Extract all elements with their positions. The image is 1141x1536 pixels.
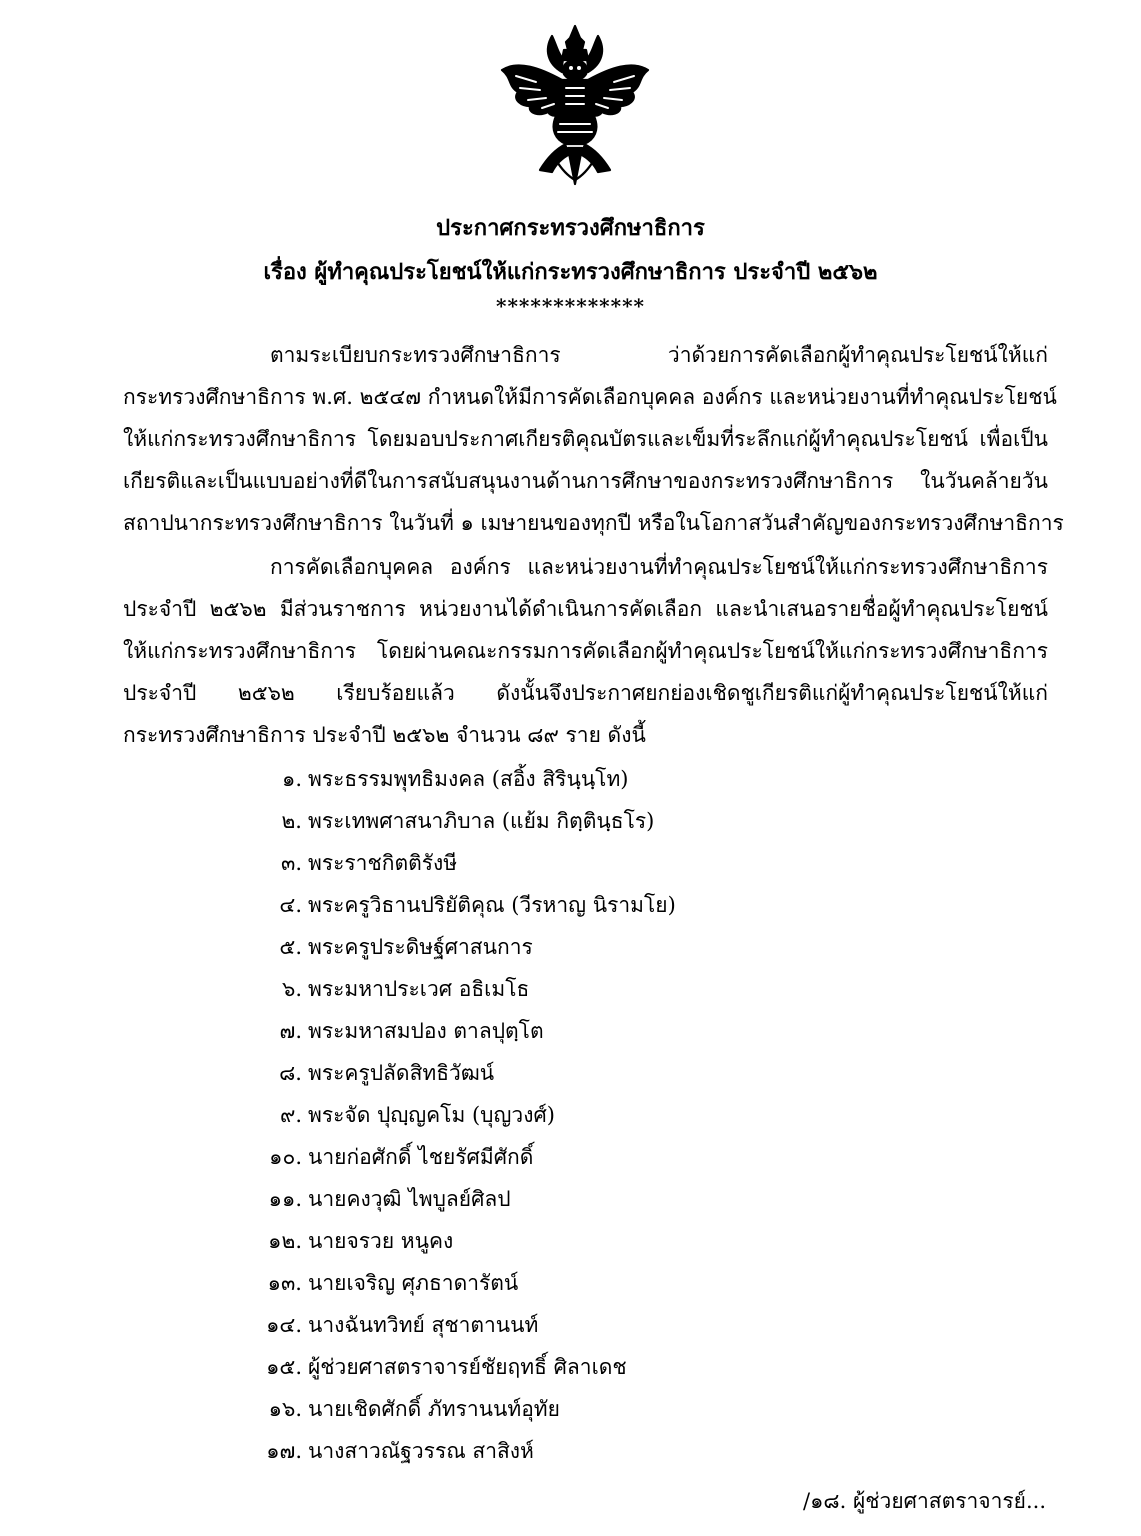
honoree-list-item bbox=[250, 1058, 950, 1088]
list-number: ๔. bbox=[279, 893, 302, 917]
honoree-list-item bbox=[250, 974, 950, 1004]
honoree-name: พระมหาประเวศ อธิเมโธ bbox=[308, 977, 530, 1001]
list-number: ๑๓. bbox=[267, 1271, 302, 1295]
list-number: ๑๖. bbox=[268, 1397, 302, 1421]
paragraph-2-line: ประจำปี ๒๕๖๒ มีส่วนราชการ หน่วยงานได้ดำเนินการคัดเลือก และนำเสนอรายชื่อผู้ทำคุณประโยชน์ bbox=[123, 597, 1048, 621]
honoree-name: ผู้ช่วยศาสตราจารย์ชัยฤทธิ์ ศิลาเดช bbox=[308, 1355, 627, 1379]
honoree-list-item bbox=[250, 1142, 950, 1172]
honoree-list-item bbox=[250, 1100, 950, 1130]
honoree-list-item bbox=[250, 1436, 950, 1466]
honoree-list-item bbox=[250, 890, 950, 920]
list-number: ๕. bbox=[279, 935, 302, 959]
list-number: ๑๑. bbox=[268, 1187, 302, 1211]
honoree-name: พระมหาสมปอง ตาลปุตฺโต bbox=[308, 1019, 544, 1043]
honoree-list-item bbox=[250, 764, 950, 794]
paragraph-1-line: สถาปนากระทรวงศึกษาธิการ ในวันที่ ๑ เมษายนของทุกปี หรือในโอกาสวันสำคัญของกระทรวงศึกษาธิการ bbox=[123, 511, 1064, 535]
honoree-list-item bbox=[250, 1184, 950, 1214]
list-number: ๗. bbox=[279, 1019, 302, 1043]
paragraph-1-line: เกียรติและเป็นแบบอย่างที่ดีในการสนับสนุนงานด้านการศึกษาของกระทรวงศึกษาธิการ ในวันคล้ายวัน bbox=[123, 469, 1048, 493]
paragraph-1-line: กระทรวงศึกษาธิการ พ.ศ. ๒๕๔๗ กำหนดให้มีการคัดเลือกบุคคล องค์กร และหน่วยงานที่ทำคุณประโยชน์ bbox=[123, 385, 1057, 409]
paragraph-2-line: การคัดเลือกบุคคล องค์กร และหน่วยงานที่ทำคุณประโยชน์ให้แก่กระทรวงศึกษาธิการ bbox=[270, 555, 1048, 579]
honoree-list-item bbox=[250, 1268, 950, 1298]
list-number: ๑๒. bbox=[268, 1229, 302, 1253]
honoree-name: นายคงวุฒิ ไพบูลย์ศิลป bbox=[308, 1187, 511, 1211]
honoree-name: พระจัด ปุญฺญคโม (บุญวงศ์) bbox=[308, 1103, 555, 1127]
honoree-list-item bbox=[250, 1352, 950, 1382]
honoree-name: นายจรวย หนูคง bbox=[308, 1229, 454, 1253]
honoree-list-item bbox=[250, 932, 950, 962]
honoree-list-item bbox=[250, 1016, 950, 1046]
announcement-title: ประกาศกระทรวงศึกษาธิการ bbox=[436, 215, 705, 241]
list-number: ๘. bbox=[279, 1061, 302, 1085]
list-number: ๑๗. bbox=[266, 1439, 302, 1463]
paragraph-2-line: กระทรวงศึกษาธิการ ประจำปี ๒๕๖๒ จำนวน ๘๙ ราย ดังนี้ bbox=[123, 723, 646, 747]
honoree-name: พระเทพศาสนาภิบาล (แย้ม กิตฺตินฺธโร) bbox=[308, 809, 655, 833]
list-number: ๑. bbox=[281, 767, 302, 791]
announcement-subject: เรื่อง ผู้ทำคุณประโยชน์ให้แก่กระทรวงศึกษาธิการ ประจำปี ๒๕๖๒ bbox=[263, 259, 878, 285]
honoree-name: นายเชิดศักดิ์ ภัทรานนท์อุทัย bbox=[308, 1397, 560, 1421]
honoree-list-item bbox=[250, 1394, 950, 1424]
honoree-name: นางสาวณัฐวรรณ สาสิงห์ bbox=[308, 1439, 534, 1463]
continuation-marker: /๑๘. ผู้ช่วยศาสตราจารย์... bbox=[803, 1489, 1046, 1513]
honoree-name: พระครูปลัดสิทธิวัฒน์ bbox=[308, 1061, 495, 1085]
honoree-name: พระราชกิตติรังษี bbox=[308, 851, 458, 875]
garuda-emblem-icon bbox=[496, 20, 654, 190]
honoree-name: พระครูประดิษฐ์ศาสนการ bbox=[308, 935, 533, 959]
honoree-name: นางฉันทวิทย์ สุชาตานนท์ bbox=[308, 1313, 539, 1337]
paragraph-2-line: ให้แก่กระทรวงศึกษาธิการ โดยผ่านคณะกรรมการคัดเลือกผู้ทำคุณประโยชน์ให้แก่กระทรวงศึกษาธิการ bbox=[123, 639, 1048, 663]
list-number: ๑๕. bbox=[266, 1355, 302, 1379]
honoree-name: พระธรรมพุทธิมงคล (สอิ้ง สิรินฺนฺโท) bbox=[308, 767, 629, 791]
list-number: ๖. bbox=[281, 977, 302, 1001]
honoree-list-item bbox=[250, 806, 950, 836]
honoree-list-item bbox=[250, 1310, 950, 1340]
list-number: ๓. bbox=[280, 851, 302, 875]
paragraph-1-line: ตามระเบียบกระทรวงศึกษาธิการ ว่าด้วยการคัดเลือกผู้ทำคุณประโยชน์ให้แก่ bbox=[270, 343, 1048, 367]
title-separator: ************* bbox=[496, 294, 645, 318]
list-number: ๑๐. bbox=[269, 1145, 302, 1169]
list-number: ๙. bbox=[279, 1103, 302, 1127]
list-number: ๒. bbox=[281, 809, 302, 833]
honoree-name: นายก่อศักดิ์ ไชยรัศมีศักดิ์ bbox=[308, 1145, 534, 1169]
list-number: ๑๔. bbox=[266, 1313, 302, 1337]
honoree-name: นายเจริญ ศุภธาดารัตน์ bbox=[308, 1271, 519, 1295]
paragraph-1-line: ให้แก่กระทรวงศึกษาธิการ โดยมอบประกาศเกียรติคุณบัตรและเข็มที่ระลึกแก่ผู้ทำคุณประโยชน์ เพื่อเป็น bbox=[123, 427, 1048, 451]
honoree-list-item bbox=[250, 848, 950, 878]
honoree-list-item bbox=[250, 1226, 950, 1256]
honoree-name: พระครูวิธานปริยัติคุณ (วีรหาญ นิรามโย) bbox=[308, 893, 676, 917]
paragraph-2-line: ประจำปี ๒๕๖๒ เรียบร้อยแล้ว ดังนั้นจึงประกาศยกย่องเชิดชูเกียรติแก่ผู้ทำคุณประโยชน์ให้แก่ bbox=[123, 681, 1048, 705]
